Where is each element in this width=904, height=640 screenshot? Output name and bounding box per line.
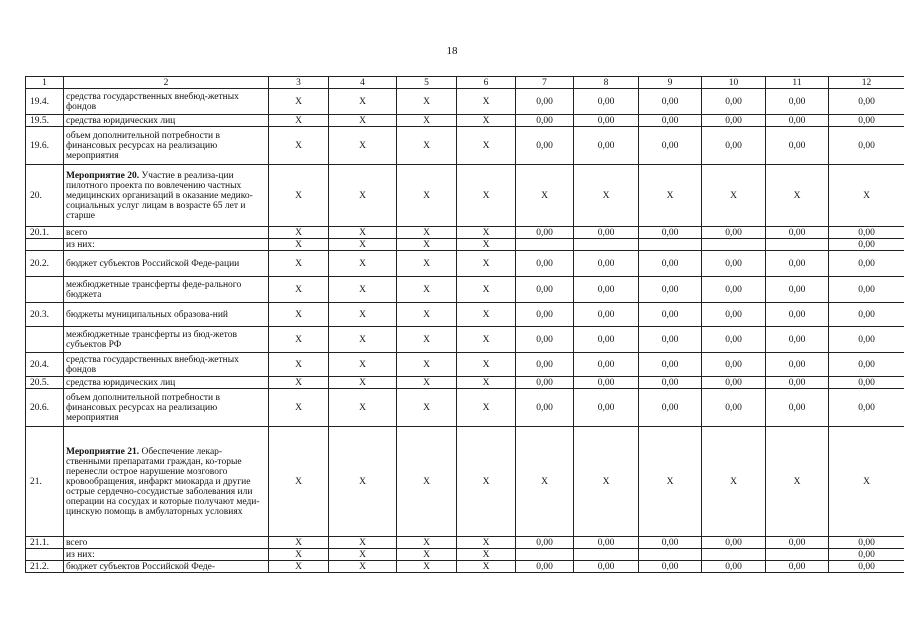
value-cell: 0,00 [702, 89, 766, 115]
value-cell: 0,00 [639, 353, 702, 377]
value-cell: 0,00 [639, 89, 702, 115]
column-header: 11 [766, 77, 829, 89]
value-cell: X [397, 115, 457, 127]
value-cell: X [329, 549, 397, 561]
value-cell: X [457, 251, 516, 277]
value-cell: X [329, 277, 397, 303]
value-cell: 0,00 [702, 251, 766, 277]
value-cell: 0,00 [766, 303, 829, 327]
value-cell: X [397, 353, 457, 377]
column-header: 2 [64, 77, 269, 89]
value-cell: 0,00 [516, 251, 574, 277]
value-cell: 0,00 [702, 561, 766, 573]
row-number: 20. [26, 165, 64, 227]
column-header: 4 [329, 77, 397, 89]
value-cell: X [269, 537, 329, 549]
description-text: объем дополнительной потребности в финансовых ресурсах на реализацию мероприятия [66, 130, 220, 161]
row-description [64, 165, 269, 227]
value-cell: X [329, 165, 397, 227]
value-cell: 0,00 [639, 251, 702, 277]
table-row [26, 537, 904, 549]
value-cell: X [457, 427, 516, 537]
column-header: 5 [397, 77, 457, 89]
value-cell: X [269, 427, 329, 537]
value-cell: 0,00 [702, 389, 766, 427]
value-cell: X [269, 277, 329, 303]
value-cell: X [457, 549, 516, 561]
column-header: 10 [702, 77, 766, 89]
description-text: объем дополнительной потребности в финансовых ресурсах на реализацию мероприятия [66, 392, 220, 423]
value-cell: X [457, 115, 516, 127]
value-cell: X [702, 427, 766, 537]
value-cell: 0,00 [829, 239, 904, 251]
value-cell: 0,00 [516, 115, 574, 127]
value-cell: X [397, 389, 457, 427]
value-cell: X [329, 353, 397, 377]
value-cell: 0,00 [574, 277, 639, 303]
description-text: Обеспечение лекар-ственными препаратами граждан, ко-торые перенесли острое нарушение мозгового кровообращения, инфаркт миокарда и другие острые сердечно-сосудистые заболевания или операции на сосудах и которые получают меди-цинскую помощь в амбулаторных условиях [66, 446, 260, 517]
table-row [26, 251, 904, 277]
value-cell: X [269, 303, 329, 327]
value-cell: 0,00 [702, 353, 766, 377]
value-cell: 0,00 [516, 303, 574, 327]
row-description [64, 427, 269, 537]
table-row [26, 327, 904, 353]
description-text: бюджет субъектов Российской Феде-рации [66, 258, 240, 269]
row-description [64, 327, 269, 353]
value-cell: 0,00 [766, 377, 829, 389]
value-cell: 0,00 [702, 303, 766, 327]
value-cell: 0,00 [639, 303, 702, 327]
table-row [26, 377, 904, 389]
value-cell: 0,00 [702, 115, 766, 127]
value-cell: 0,00 [829, 127, 904, 165]
value-cell: X [457, 303, 516, 327]
value-cell: 0,00 [574, 127, 639, 165]
table-row [26, 89, 904, 115]
table-row [26, 549, 904, 561]
row-description [64, 389, 269, 427]
value-cell: X [639, 427, 702, 537]
value-cell: X [457, 165, 516, 227]
value-cell: X [766, 165, 829, 227]
value-cell: 0,00 [639, 377, 702, 389]
page-number: 18 [446, 45, 458, 57]
row-number: 19.6. [26, 127, 64, 165]
value-cell: X [329, 303, 397, 327]
value-cell: 0,00 [574, 537, 639, 549]
row-number [26, 327, 64, 353]
table-row [26, 353, 904, 377]
value-cell: 0,00 [829, 277, 904, 303]
value-cell: X [329, 239, 397, 251]
table-row [26, 227, 904, 239]
description-text: межбюджетные трансферты из бюд-жетов субъектов РФ [66, 329, 237, 350]
table-row [26, 165, 904, 227]
value-cell: 0,00 [574, 115, 639, 127]
table-row [26, 561, 904, 573]
value-cell: 0,00 [829, 549, 904, 561]
value-cell: X [457, 377, 516, 389]
row-number: 19.5. [26, 115, 64, 127]
value-cell: 0,00 [516, 377, 574, 389]
value-cell: X [329, 561, 397, 573]
value-cell: 0,00 [829, 227, 904, 239]
description-text: межбюджетные трансферты феде-рального бюджета [66, 279, 242, 300]
value-cell [702, 549, 766, 561]
value-cell: 0,00 [516, 277, 574, 303]
description-text: средства государственных внебюд-жетных фондов [66, 354, 239, 375]
value-cell: X [457, 127, 516, 165]
value-cell: 0,00 [829, 389, 904, 427]
column-header: 3 [269, 77, 329, 89]
value-cell [766, 239, 829, 251]
description-text: средства государственных внебюд-жетных фондов [66, 91, 239, 112]
value-cell: X [574, 165, 639, 227]
value-cell: X [329, 377, 397, 389]
value-cell: X [397, 549, 457, 561]
value-cell: 0,00 [829, 561, 904, 573]
value-cell: X [397, 127, 457, 165]
column-header: 1 [26, 77, 64, 89]
value-cell: 0,00 [639, 561, 702, 573]
table-row [26, 277, 904, 303]
value-cell: 0,00 [574, 327, 639, 353]
row-number: 20.4. [26, 353, 64, 377]
description-text: средства юридических лиц [66, 377, 176, 388]
value-cell: 0,00 [639, 115, 702, 127]
value-cell: 0,00 [516, 327, 574, 353]
value-cell: 0,00 [702, 227, 766, 239]
column-header: 6 [457, 77, 516, 89]
value-cell: 0,00 [766, 227, 829, 239]
activity-title: Мероприятие 20. [66, 170, 140, 181]
description-text: бюджеты муниципальных образова-ний [66, 309, 228, 320]
row-number: 20.1. [26, 227, 64, 239]
value-cell: X [269, 549, 329, 561]
value-cell: X [702, 165, 766, 227]
value-cell: 0,00 [766, 127, 829, 165]
value-cell: 0,00 [702, 277, 766, 303]
row-description [64, 127, 269, 165]
value-cell: 0,00 [702, 127, 766, 165]
value-cell: 0,00 [829, 377, 904, 389]
value-cell: 0,00 [766, 389, 829, 427]
table-row [26, 427, 904, 537]
value-cell: 0,00 [574, 377, 639, 389]
value-cell: X [329, 89, 397, 115]
value-cell: 0,00 [516, 227, 574, 239]
value-cell: X [457, 327, 516, 353]
value-cell: 0,00 [829, 89, 904, 115]
value-cell: X [397, 227, 457, 239]
description-text: Участие в реализа-ции пилотного проекта по вовлечению частных медицинских организаций в оказание медико-социальных услуг лицам в возрасте 65 лет и старше [66, 170, 253, 221]
row-number: 20.6. [26, 389, 64, 427]
value-cell [516, 239, 574, 251]
value-cell: 0,00 [766, 89, 829, 115]
value-cell: X [397, 165, 457, 227]
value-cell: 0,00 [574, 389, 639, 427]
value-cell: 0,00 [702, 537, 766, 549]
row-number: 21.1. [26, 537, 64, 549]
value-cell: X [269, 239, 329, 251]
column-header: 7 [516, 77, 574, 89]
value-cell: 0,00 [574, 227, 639, 239]
value-cell: X [329, 127, 397, 165]
row-number: 21.2. [26, 561, 64, 573]
row-number [26, 277, 64, 303]
value-cell: 0,00 [574, 303, 639, 327]
value-cell: X [639, 165, 702, 227]
value-cell: 0,00 [574, 561, 639, 573]
row-description [64, 115, 269, 127]
row-description [64, 251, 269, 277]
value-cell: X [397, 561, 457, 573]
value-cell: X [269, 353, 329, 377]
value-cell: 0,00 [829, 115, 904, 127]
row-description [64, 239, 269, 251]
description-text: из них: [66, 549, 95, 560]
row-number [26, 239, 64, 251]
value-cell: X [329, 389, 397, 427]
row-number: 21. [26, 427, 64, 537]
row-number: 20.3. [26, 303, 64, 327]
value-cell: X [269, 561, 329, 573]
column-header: 9 [639, 77, 702, 89]
value-cell [639, 549, 702, 561]
table-row [26, 389, 904, 427]
value-cell: 0,00 [516, 389, 574, 427]
value-cell: 0,00 [829, 251, 904, 277]
value-cell: X [397, 303, 457, 327]
value-cell: 0,00 [766, 251, 829, 277]
value-cell: 0,00 [766, 537, 829, 549]
value-cell: 0,00 [639, 537, 702, 549]
table-row [26, 239, 904, 251]
value-cell: 0,00 [829, 327, 904, 353]
value-cell: X [457, 89, 516, 115]
value-cell: X [457, 227, 516, 239]
value-cell: X [457, 239, 516, 251]
value-cell: 0,00 [639, 127, 702, 165]
value-cell: X [457, 277, 516, 303]
column-header: 12 [829, 77, 904, 89]
value-cell: 0,00 [829, 537, 904, 549]
value-cell: X [516, 165, 574, 227]
value-cell: X [329, 227, 397, 239]
row-description [64, 303, 269, 327]
value-cell: 0,00 [702, 327, 766, 353]
value-cell: X [269, 89, 329, 115]
value-cell: X [269, 377, 329, 389]
activity-title: Мероприятие 21. [66, 446, 140, 457]
description-text: всего [66, 537, 88, 548]
value-cell: 0,00 [574, 353, 639, 377]
value-cell: 0,00 [766, 277, 829, 303]
value-cell: 0,00 [516, 537, 574, 549]
value-cell: X [829, 165, 904, 227]
value-cell: X [516, 427, 574, 537]
value-cell [639, 239, 702, 251]
table-row [26, 115, 904, 127]
column-header: 8 [574, 77, 639, 89]
value-cell: 0,00 [639, 227, 702, 239]
table-row [26, 303, 904, 327]
budget-table [25, 76, 904, 573]
value-cell: 0,00 [516, 127, 574, 165]
value-cell: 0,00 [516, 353, 574, 377]
value-cell [766, 549, 829, 561]
row-number: 20.2. [26, 251, 64, 277]
row-description [64, 561, 269, 573]
row-description [64, 377, 269, 389]
value-cell: X [457, 561, 516, 573]
value-cell: X [457, 389, 516, 427]
value-cell: 0,00 [639, 389, 702, 427]
value-cell: X [329, 115, 397, 127]
value-cell: X [269, 389, 329, 427]
value-cell: X [329, 537, 397, 549]
value-cell: X [397, 537, 457, 549]
value-cell: 0,00 [574, 89, 639, 115]
row-number [26, 549, 64, 561]
value-cell: X [457, 353, 516, 377]
description-text: средства юридических лиц [66, 115, 176, 126]
value-cell [574, 549, 639, 561]
row-description [64, 549, 269, 561]
value-cell [702, 239, 766, 251]
value-cell: X [397, 239, 457, 251]
value-cell: X [269, 251, 329, 277]
row-description [64, 277, 269, 303]
row-description [64, 89, 269, 115]
description-text: всего [66, 227, 88, 238]
row-description [64, 227, 269, 239]
value-cell: 0,00 [639, 327, 702, 353]
value-cell: X [329, 327, 397, 353]
value-cell: X [574, 427, 639, 537]
value-cell: X [397, 277, 457, 303]
value-cell: X [766, 427, 829, 537]
table-header-row [26, 77, 904, 89]
description-text: бюджет субъектов Российской Феде- [66, 561, 216, 572]
value-cell: X [397, 251, 457, 277]
value-cell: 0,00 [829, 353, 904, 377]
value-cell: X [829, 427, 904, 537]
value-cell: X [397, 327, 457, 353]
value-cell: X [397, 89, 457, 115]
value-cell [574, 239, 639, 251]
value-cell: 0,00 [639, 277, 702, 303]
value-cell: X [397, 427, 457, 537]
value-cell: X [457, 537, 516, 549]
row-number: 19.4. [26, 89, 64, 115]
value-cell: X [269, 165, 329, 227]
value-cell: 0,00 [766, 115, 829, 127]
value-cell: 0,00 [574, 251, 639, 277]
row-number: 20.5. [26, 377, 64, 389]
value-cell: 0,00 [766, 561, 829, 573]
value-cell: 0,00 [766, 327, 829, 353]
value-cell: X [397, 377, 457, 389]
value-cell: X [269, 227, 329, 239]
description-text: из них: [66, 239, 95, 250]
value-cell: X [269, 127, 329, 165]
value-cell: 0,00 [766, 353, 829, 377]
value-cell: X [269, 327, 329, 353]
value-cell: 0,00 [702, 377, 766, 389]
value-cell: 0,00 [516, 89, 574, 115]
value-cell: 0,00 [829, 303, 904, 327]
value-cell: 0,00 [516, 561, 574, 573]
value-cell: X [329, 251, 397, 277]
value-cell [516, 549, 574, 561]
table-row [26, 127, 904, 165]
value-cell: X [329, 427, 397, 537]
row-description [64, 537, 269, 549]
value-cell: X [269, 115, 329, 127]
row-description [64, 353, 269, 377]
